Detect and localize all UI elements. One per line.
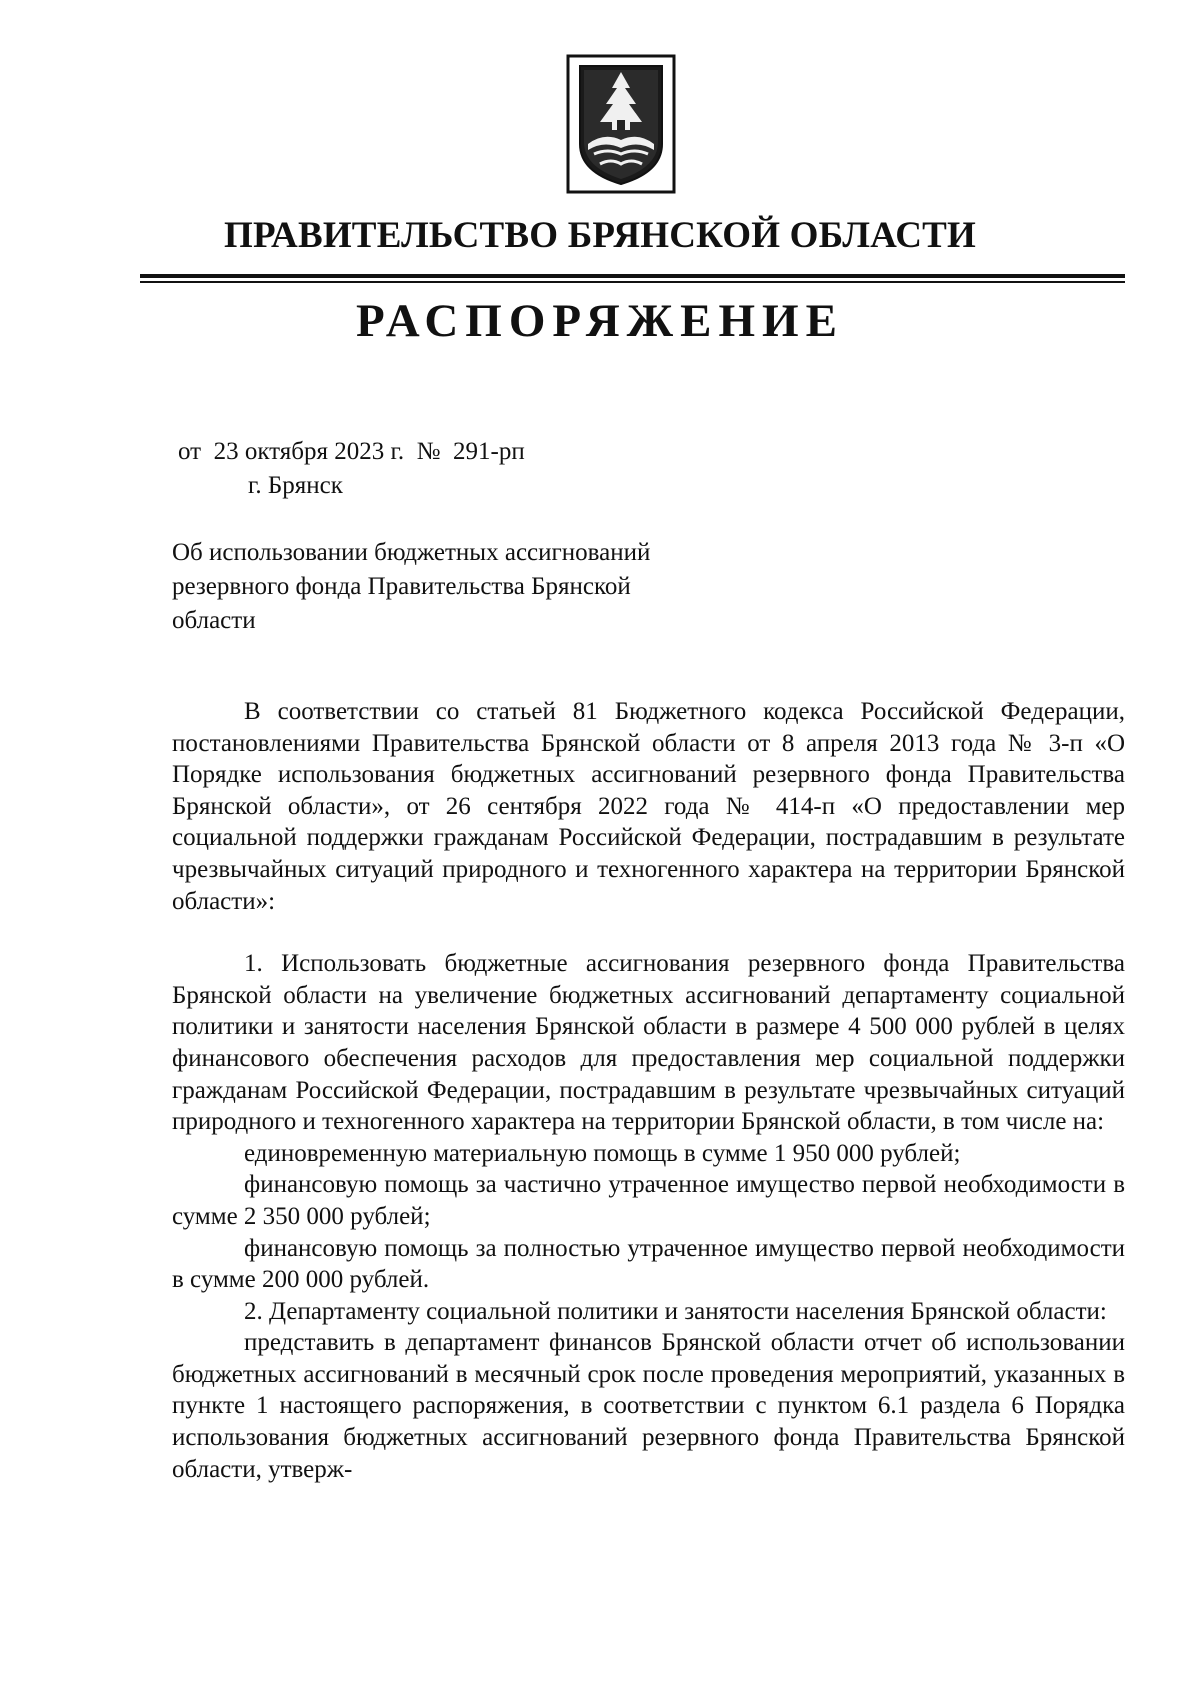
header-divider-thin xyxy=(140,281,1125,283)
item-1-subitem: финансовую помощь за частично утраченное имущество первой необходимости в сумме 2 350 000 рублей; xyxy=(172,1171,1125,1230)
date-and-number: от 23 октября 2023 г. № 291-рп xyxy=(178,438,525,465)
item-1-paragraph: 1. Использовать бюджетные ассигнования резервного фонда Правительства Брянской области на увеличение бюджетных ассигнований департаменту социальной политики и занятости населения Брянской области в размере 4 500 000 рублей в целях финансового обеспечения расходов для предоставления мер социальной поддержки гражданам Российской Федерации, пострадавшим в результате чрезвычайных ситуаций природного и техногенного характера на территории Брянской области, в том числе на: xyxy=(172,950,1125,1136)
item-1-subitem: единовременную материальную помощь в сумме 1 950 000 рублей; xyxy=(244,1139,961,1167)
document-type-title: РАСПОРЯЖЕНИЕ xyxy=(356,295,844,347)
item-2-subitem: представить в департамент финансов Брянской области отчет об использовании бюджетных ассигнований в месячный срок после проведения мероприятий, указанных в пункте 1 настоящего распоряжения, в соответствии с пунктом 6.1 раздела 6 Порядка использования бюджетных ассигнований резервного фонда Правительства Брянской области, утверж- xyxy=(172,1329,1125,1483)
item-2-paragraph: 2. Департаменту социальной политики и занятости населения Брянской области: xyxy=(244,1297,1107,1325)
city: г. Брянск xyxy=(248,472,343,499)
header-divider-thick xyxy=(140,274,1125,278)
item-1-subitem: финансовую помощь за полностью утраченное имущество первой необходимости в сумме 200 000 рублей. xyxy=(172,1234,1125,1294)
document-body xyxy=(172,696,1125,1485)
subject-line: резервного фонда Правительства Брянской xyxy=(172,573,631,600)
document-subject xyxy=(172,536,732,638)
organization-title: ПРАВИТЕЛЬСТВО БРЯНСКОЙ ОБЛАСТИ xyxy=(223,215,977,256)
subject-line: Об использовании бюджетных ассигнований xyxy=(172,539,651,566)
subject-line: области xyxy=(172,607,256,634)
coat-of-arms-icon xyxy=(566,54,676,194)
preamble-paragraph: В соответствии со статьей 81 Бюджетного кодекса Российской Федерации, постановлениями Правительства Брянской области от 8 апреля 2013 года № 3-п «О Порядке использования бюджетных ассигнований резервного фонда Правительства Брянской области», от 26 сентября 2022 года № 414-п «О предоставлении мер социальной поддержки гражданам Российской Федерации, пострадавшим в результате чрезвычайных ситуаций природного и техногенного характера на территории Брянской области»: xyxy=(172,698,1125,915)
